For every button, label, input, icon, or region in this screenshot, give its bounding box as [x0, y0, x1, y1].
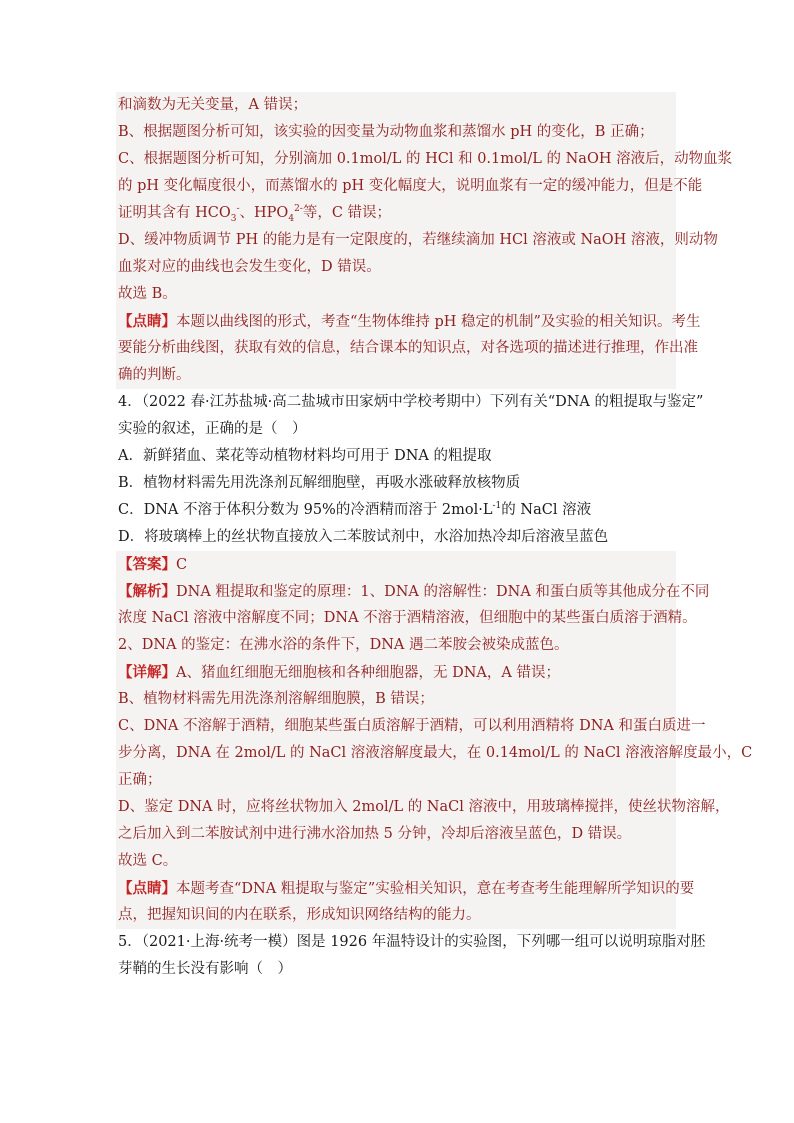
q3-dianjing-line-1: 【点睛】本题以曲线图的形式，考查“生物体维持 pH 稳定的机制”及实验的相关知识。考生: [118, 313, 701, 330]
q4-answer-line: [118, 551, 676, 578]
dianjing-tag: 【点睛】: [118, 313, 176, 330]
q3-dianjing-line-2: 要能分析曲线图，获取有效的信息，结合课本的知识点，对各选项的描述进行推理，作出准: [118, 340, 698, 356]
q4-detail-line-6: D、鉴定 DNA 时，应将丝状物加入 2mol/L 的 NaCl 溶液中，用玻璃棒搅拌，使丝状物溶解，: [118, 799, 730, 815]
q3-line-1: 和滴数为无关变量，A 错误；: [118, 97, 308, 113]
dianjing-tag: 【点睛】: [118, 880, 176, 897]
q4-option-a: A．新鲜猪血、菜花等动植物材料均可用于 DNA 的粗提取: [118, 448, 492, 464]
q3-line-7: 血浆对应的曲线也会发生变化，D 错误。: [118, 259, 381, 275]
q3-line-2: B、根据题图分析可知，该实验的因变量为动物血浆和蒸馏水 pH 的变化，B 正确；: [118, 124, 654, 140]
q4-dianjing-line-1: 【点睛】本题考查“DNA 粗提取与鉴定”实验相关知识，意在考查考生能理解所学知识的要: [118, 880, 695, 897]
q4-option-c: C．DNA 不溶于体积分数为 95%的冷酒精而溶于 $2mol\cdot L^{-1}$的 NaCl 溶液: [118, 501, 592, 518]
q3-dianjing-line-3: 确的判断。: [118, 367, 191, 383]
q5-question: [118, 929, 706, 983]
q4-analysis-line-3: 2、DNA 的鉴定：在沸水浴的条件下，DNA 遇二苯胺会被染成蓝色。: [118, 637, 569, 653]
q4-dianjing-line-2: 点，把握知识间的内在联系，形成知识网络结构的能力。: [118, 907, 481, 923]
q4-detail-line-2: B、植物材料需先用洗涤剂溶解细胞膜，B 错误；: [118, 691, 434, 707]
q4-detail-line-8: 故选 C。: [118, 853, 178, 869]
analysis-tag: 【解析】: [118, 583, 176, 600]
q4-analysis-line-1: 【解析】DNA 粗提取和鉴定的原理：1、DNA 的溶解性：DNA 和蛋白质等其他成分在不同: [118, 583, 710, 600]
q3-line-3: C、根据题图分析可知，分别滴加 0.1mol/L 的 HCl 和 0.1mol/L 的 NaOH 溶液后，动物血浆: [118, 151, 733, 167]
q4-detail-line-7: 之后加入到二苯胺试剂中进行沸水浴加热 5 分钟，冷却后溶液呈蓝色，D 错误。: [118, 826, 632, 842]
q5-stem-line-1: 5．（2021·上海·统考一模）图是 1926 年温特设计的实验图，下列哪一组可以说明琼脂对胚: [118, 934, 706, 950]
answer-value: C: [176, 557, 188, 573]
q3-explanation-block: [116, 92, 733, 389]
page-content: [118, 92, 753, 983]
q4-explanation-block: [116, 551, 753, 929]
q3-line-5: 证明其含有 $HCO_3^-$、$HPO_4^{2-}$等，C 错误；: [118, 204, 392, 224]
answer-tag: 【答案】: [118, 556, 176, 573]
q3-line-8: 故选 B。: [118, 286, 177, 302]
detail-tag: 【详解】: [118, 664, 176, 681]
q5-stem-line-2: 芽鞘的生长没有影响（ ）: [118, 961, 292, 977]
q4-stem-line-2: 实验的叙述，正确的是（ ）: [118, 421, 307, 437]
q3-line-6: D、缓冲物质调节 PH 的能力是有一定限度的，若继续滴加 HCl 溶液或 NaOH 溶液，则动物: [118, 232, 718, 248]
q4-option-b: B．植物材料需先用洗涤剂瓦解细胞壁，再吸水涨破释放核物质: [118, 475, 521, 491]
q4-detail-line-4: 步分离，DNA 在 2mol/L 的 NaCl 溶液溶解度最大，在 0.14mol/L 的 NaCl 溶液溶解度最小，C: [118, 745, 753, 761]
q4-detail-line-3: C、DNA 不溶解于酒精，细胞某些蛋白质溶解于酒精，可以利用酒精将 DNA 和蛋白质进一: [118, 718, 706, 734]
q4-analysis-line-2: 浓度 NaCl 溶液中溶解度不同；DNA 不溶于酒精溶液，但细胞中的某些蛋白质溶于酒精。: [118, 610, 697, 626]
q4-question: [118, 389, 704, 551]
q4-detail-line-1: 【详解】A、猪血红细胞无细胞核和各种细胞器，无 DNA，A 错误；: [118, 664, 560, 681]
q4-option-d: D．将玻璃棒上的丝状物直接放入二苯胺试剂中，水浴加热冷却后溶液呈蓝色: [118, 529, 609, 545]
q3-line-4: 的 pH 变化幅度很小，而蒸馏水的 pH 变化幅度大，说明血浆有一定的缓冲能力，但是不能: [118, 178, 703, 194]
q4-stem-line-1: 4．（2022 春·江苏盐城·高二盐城市田家炳中学校考期中）下列有关“DNA 的粗提取与鉴定”: [118, 394, 704, 410]
q4-detail-line-5: 正确；: [118, 772, 162, 788]
